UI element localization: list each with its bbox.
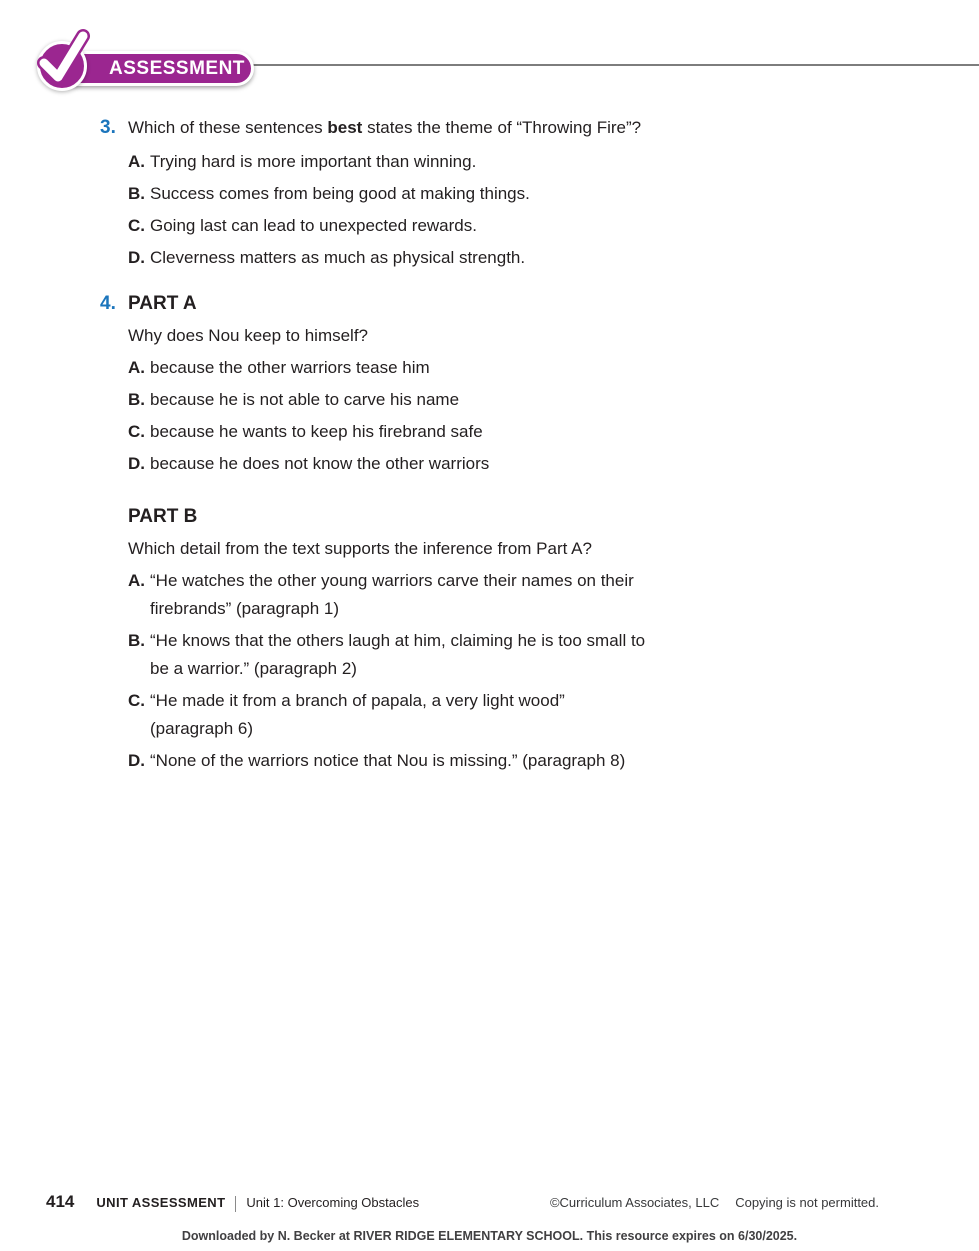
- q4a-option-b: [128, 386, 880, 414]
- option-text: because the other warriors tease him: [150, 358, 430, 377]
- question-prompt: [128, 114, 880, 142]
- assessment-badge: [60, 51, 254, 86]
- checkmark-circle: [37, 41, 87, 91]
- footer-copyright: ©Curriculum Associates, LLC: [549, 1195, 720, 1210]
- footer-copy-notice: Copying is not permitted.: [735, 1195, 879, 1210]
- header-rule: [250, 64, 979, 66]
- option-letter: C.: [128, 691, 145, 710]
- option-text: because he wants to keep his firebrand safe: [150, 422, 483, 441]
- question-4-part-b: [100, 503, 880, 779]
- option-text: Success comes from being good at making things.: [150, 184, 530, 203]
- q4a-option-a: [128, 354, 880, 382]
- q4a-option-d: [128, 450, 880, 478]
- q4b-option-a: [128, 567, 880, 623]
- question-prompt: Which detail from the text supports the inference from Part A?: [128, 539, 592, 558]
- assessment-badge-label: ASSESSMENT: [109, 58, 245, 79]
- option-letter: B.: [128, 390, 145, 409]
- option-letter: B.: [128, 631, 145, 650]
- options-list: [128, 148, 880, 272]
- option-letter: A.: [128, 571, 145, 590]
- footer-divider: [235, 1196, 236, 1212]
- part-b-heading: PART B: [128, 506, 198, 527]
- option-letter: A.: [128, 152, 145, 171]
- option-text: “None of the warriors notice that Nou is missing.” (paragraph 8): [150, 751, 626, 770]
- option-letter: D.: [128, 248, 145, 267]
- question-prompt: Why does Nou keep to himself?: [128, 326, 369, 345]
- question-3: [100, 114, 880, 276]
- q4b-option-b: [128, 627, 880, 683]
- option-letter: D.: [128, 454, 145, 473]
- prompt-bold-text: best: [327, 118, 363, 137]
- option-text: (paragraph 6): [150, 719, 254, 738]
- prompt-text: Which of these sentences: [128, 118, 328, 137]
- part-a-heading: PART A: [128, 293, 197, 314]
- option-text: because he is not able to carve his name: [150, 390, 460, 409]
- q4b-option-c: [128, 687, 880, 743]
- option-text: “He knows that the others laugh at him, claiming he is too small to: [150, 631, 646, 650]
- q3-option-a: [128, 148, 880, 176]
- q3-option-b: [128, 180, 880, 208]
- option-text: because he does not know the other warriors: [150, 454, 490, 473]
- option-text: “He watches the other young warriors carve their names on their: [150, 571, 634, 590]
- footer-left: [46, 1192, 419, 1212]
- option-text: firebrands” (paragraph 1): [150, 599, 339, 618]
- question-number: 3.: [100, 117, 116, 138]
- options-list: [128, 567, 880, 775]
- q3-option-c: [128, 212, 880, 240]
- option-text: “He made it from a branch of papala, a very light wood”: [150, 691, 565, 710]
- option-letter: D.: [128, 751, 145, 770]
- prompt-text: states the theme of “Throwing Fire”?: [362, 118, 642, 137]
- q4a-option-c: [128, 418, 880, 446]
- option-letter: C.: [128, 422, 145, 441]
- q3-option-d: [128, 244, 880, 272]
- footer-section-label: UNIT ASSESSMENT: [96, 1195, 226, 1210]
- option-letter: B.: [128, 184, 145, 203]
- option-letter: A.: [128, 358, 145, 377]
- q4b-option-d: [128, 747, 880, 775]
- footer-right: [550, 1195, 879, 1210]
- question-number: 4.: [100, 293, 116, 314]
- page-footer: [46, 1192, 879, 1212]
- option-text: Trying hard is more important than winning.: [150, 152, 477, 171]
- page-number: 414: [46, 1192, 75, 1211]
- option-text: be a warrior.” (paragraph 2): [150, 659, 357, 678]
- option-letter: C.: [128, 216, 145, 235]
- options-list: [128, 354, 880, 478]
- question-4-part-a: [100, 290, 880, 482]
- option-text: Cleverness matters as much as physical strength.: [150, 248, 526, 267]
- download-watermark: Downloaded by N. Becker at RIVER RIDGE ELEMENTARY SCHOOL. This resource expires on 6/30/2025.: [181, 1229, 798, 1243]
- footer-unit-label: Unit 1: Overcoming Obstacles: [246, 1195, 420, 1210]
- option-text: Going last can lead to unexpected rewards.: [150, 216, 477, 235]
